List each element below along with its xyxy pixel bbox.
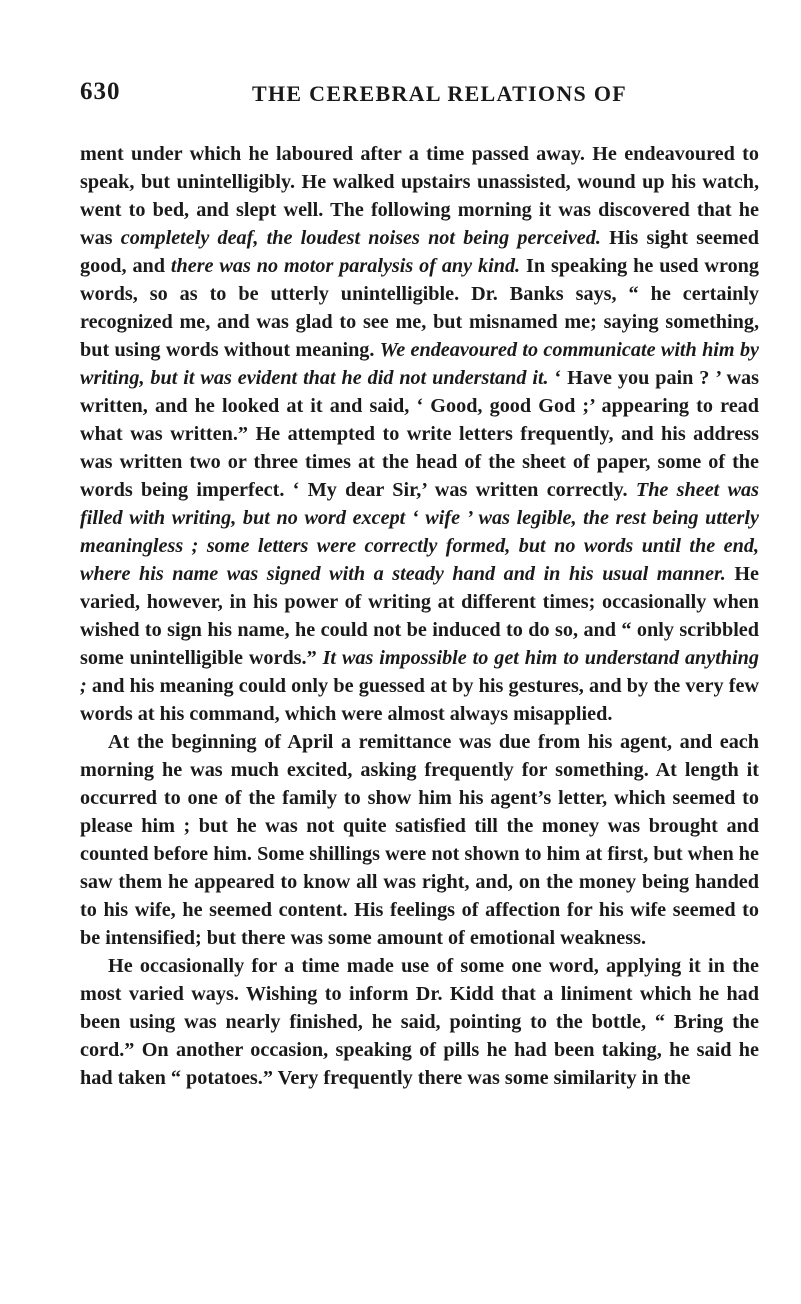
italic-text-span: We endeavoured to communicate with him by writing, but it was evident that he did not understand it. xyxy=(80,339,759,389)
paragraph xyxy=(80,952,759,1092)
text-span: His sight seemed good, and xyxy=(80,227,759,277)
page-header xyxy=(80,78,759,118)
text-span: ‘ Have you pain ? ’ was written, and he looked at it and said, ‘ Good, good God ;’ appearing to read what was written.” He attempted to write letters frequently, and his address was written two or three times at the head of the sheet of paper, some of the words being imperfect. ‘ My dear Sir,’ was written correctly. xyxy=(80,367,759,501)
text-span: In speaking he used wrong words, so as to be utterly unintelligible. Dr. Banks says, “ he certainly recognized me, and was glad to see me, but misnamed me; saying something, but using words without meaning. xyxy=(80,255,760,361)
text-span: He varied, however, in his power of writing at different times; occasionally when wished to sign his name, he could not be induced to do so, and “ only scribbled some unintelligible words.” xyxy=(80,563,759,669)
text-span: At the beginning of April a remittance was due from his agent, and each morning he was much excited, asking frequently for something. At length it occurred to one of the family to show him his agent’s letter, which seemed to please him ; but he was not quite satisfied till the money was brought and counted before him. Some shillings were not shown to him at first, but when he saw them he appeared to know all was right, and, on the money being handed to his wife, he seemed content. His feelings of affection for his wife seemed to be intensified; but there was some amount of emotional weakness. xyxy=(80,731,759,949)
paragraph xyxy=(80,728,759,952)
italic-text-span: The sheet was filled with writing, but no word except ‘ wife ’ was legible, the rest being utterly meaningless ; some letters were correctly formed, but no words until the end, where his name was signed with a steady hand and in his usual manner. xyxy=(80,479,759,585)
italic-text-span: there was no motor paralysis of any kind. xyxy=(170,255,521,277)
italic-text-span: It was impossible to get him to understand anything ; xyxy=(80,647,759,697)
paragraph xyxy=(80,140,759,728)
running-title: THE CEREBRAL RELATIONS OF xyxy=(252,81,628,106)
body-text xyxy=(80,140,759,1092)
italic-text-span: completely deaf, the loudest noises not being perceived. xyxy=(120,227,601,249)
text-span: He occasionally for a time made use of some one word, applying it in the most varied ways. Wishing to inform Dr. Kidd that a liniment which he had been using was nearly finished, he said, pointing to the bottle, “ Bring the cord.” On another occasion, speaking of pills he had been taking, he said he had taken “ potatoes.” Very frequently there was some similarity in the xyxy=(80,955,759,1089)
page-number: 630 xyxy=(80,78,121,105)
text-span: and his meaning could only be guessed at by his gestures, and by the very few words at his command, which were almost always misapplied. xyxy=(80,675,759,725)
text-span: ment under which he laboured after a time passed away. He endeavoured to speak, but unintelligibly. He walked upstairs unassisted, wound up his watch, went to bed, and slept well. The following morning it was discovered that he was xyxy=(80,143,759,249)
